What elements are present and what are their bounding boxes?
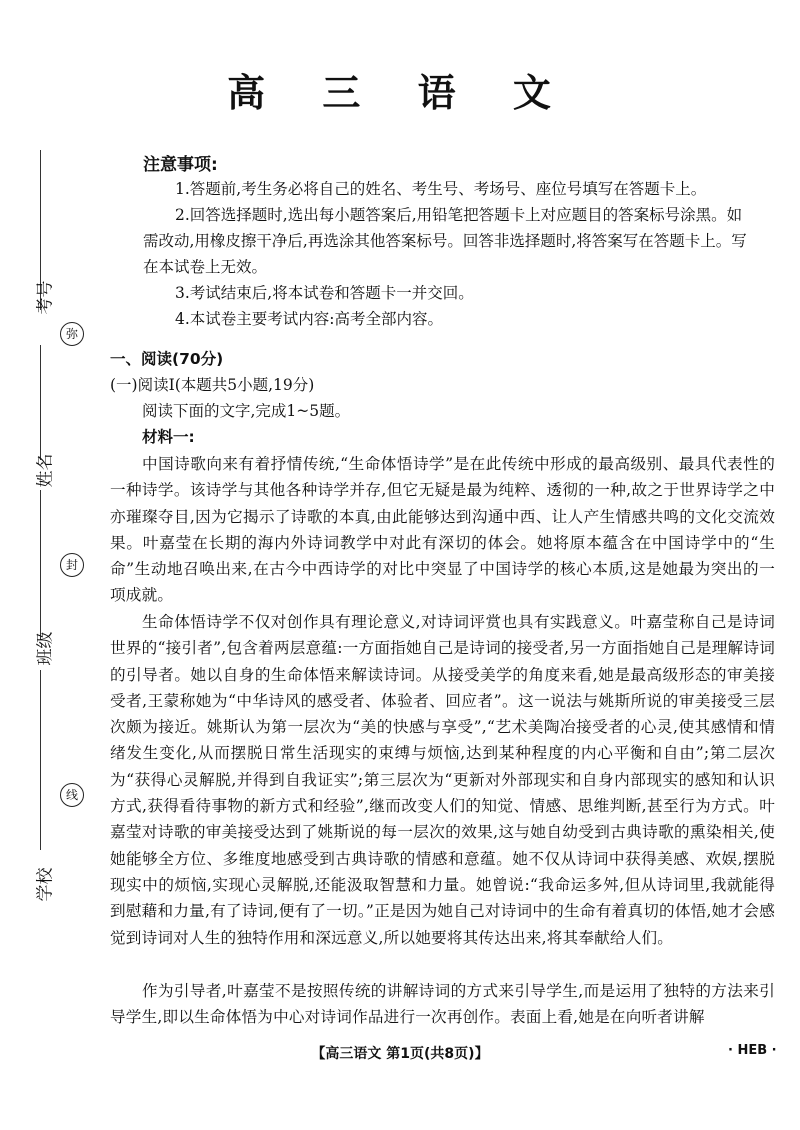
name-label: 姓名 bbox=[35, 453, 56, 488]
exam-no-label: 考号 bbox=[35, 280, 56, 315]
paragraph-2: 生命体悟诗学不仅对创作具有理论意义,对诗词评赏也具有实践意义。叶嘉莹称自己是诗词世界的“接引者”,包含着两层意蕴:一方面指她自己是诗词的接受者,另一方面指她自己是理解诗词的引导者。她以自身的生命体悟来解读诗词。从接受美学的角度来看,她是最高级形态的审美接受者,王蒙称她为“中华诗风的感受者、体验者、回应者”。这一说法与姚斯所说的审美接受三层次颇为接近。姚斯认为第一层次为“美的快感与享受”,“艺术美陶冶接受者的心灵,使其感情和情绪发生变化,从而摆脱日常生活现实的束缚与烦恼,达到某种程度的内心平衡和自由”;第二层次为“获得心灵解脱,并得到自我证实”;第三层次为“更新对外部现实和自身内部现实的感知和认识方式,获得看待事物的新方式和经验”,继而改变人们的知觉、情感、思维判断,甚至行为方式。叶嘉莹对诗歌的审美接受达到了姚斯说的每一层次的效果,这与她自幼受到古典诗歌的熏染相关,使她能够全方位、多维度地感受到古典诗歌的情感和意蕴。她不仅从诗词中获得美感、欢娱,摆脱现实中的烦恼,实现心灵解脱,还能汲取智慧和力量。她曾说:“我命运多舛,但从诗词里,我就能得到慰藉和力量,有了诗词,便有了一切。”正是因为她自己对诗词中的生命有着真切的体悟,她才会感觉到诗词对人生的独特作用和深远意义,所以她要将其传达出来,将其奉献给人们。 bbox=[110, 613, 775, 947]
subsection-reading-1: (一)阅读Ⅰ(本题共5小题,19分) bbox=[110, 376, 315, 394]
fill-line-class bbox=[40, 490, 41, 640]
notice-item-2: 2.回答选择题时,选出每小题答案后,用铅笔把答题卡上对应题目的答案标号涂黑。如需改动,用橡皮擦干净后,再选涂其他答案标号。回答非选择题时,将答案写在答题卡上。写在本试卷上无效。 bbox=[143, 206, 747, 276]
seal-mark-1: 弥 bbox=[60, 322, 84, 346]
seal-mark-3: 线 bbox=[60, 783, 84, 807]
fill-line-school bbox=[40, 670, 41, 850]
notice-item-3: 3.考试结束后,将本试卷和答题卡一并交回。 bbox=[175, 284, 474, 302]
notice-heading: 注意事项: bbox=[143, 155, 218, 175]
page-title: 高 三 语 文 bbox=[227, 71, 573, 115]
page-footer: 【高三语文 第1页(共8页)】 bbox=[311, 1046, 489, 1062]
paragraph-3: 作为引导者,叶嘉莹不是按照传统的讲解诗词的方式来引导学生,而是运用了独特的方法来引导学生,即以生命体悟为中心对诗词作品进行一次再创作。表面上看,她是在向听者讲解 bbox=[110, 982, 775, 1027]
reading-instruction: 阅读下面的文字,完成1~5题。 bbox=[142, 402, 351, 420]
school-label: 学校 bbox=[35, 867, 56, 902]
footer-code: · HEB · bbox=[728, 1043, 777, 1058]
fill-line-name bbox=[40, 345, 41, 460]
notice-item-1: 1.答题前,考生务必将自己的姓名、考生号、考场号、座位号填写在答题卡上。 bbox=[175, 180, 707, 198]
notice-item-4: 4.本试卷主要考试内容:高考全部内容。 bbox=[175, 310, 444, 328]
paragraph-1: 中国诗歌向来有着抒情传统,“生命体悟诗学”是在此传统中形成的最高级别、最具代表性的一种诗学。该诗学与其他各种诗学并存,但它无疑是最为纯粹、透彻的一种,故之于世界诗学之中亦璀璨夺目,因为它揭示了诗歌的本真,由此能够达到沟通中西、让人产生情感共鸣的文化交流效果。叶嘉莹在长期的海内外诗词教学中对此有深切的体会。她将原本蕴含在中国诗学中的“生命”生动地召唤出来,在古今中西诗学的对比中突显了中国诗学的核心本质,这是她最为突出的一项成就。 bbox=[110, 455, 775, 605]
binding-margin bbox=[0, 0, 90, 1130]
seal-mark-2: 封 bbox=[60, 553, 84, 577]
material-label: 材料一: bbox=[142, 428, 195, 446]
section-part-1: 一、阅读(70分) bbox=[110, 350, 224, 368]
class-label: 班级 bbox=[35, 631, 56, 666]
